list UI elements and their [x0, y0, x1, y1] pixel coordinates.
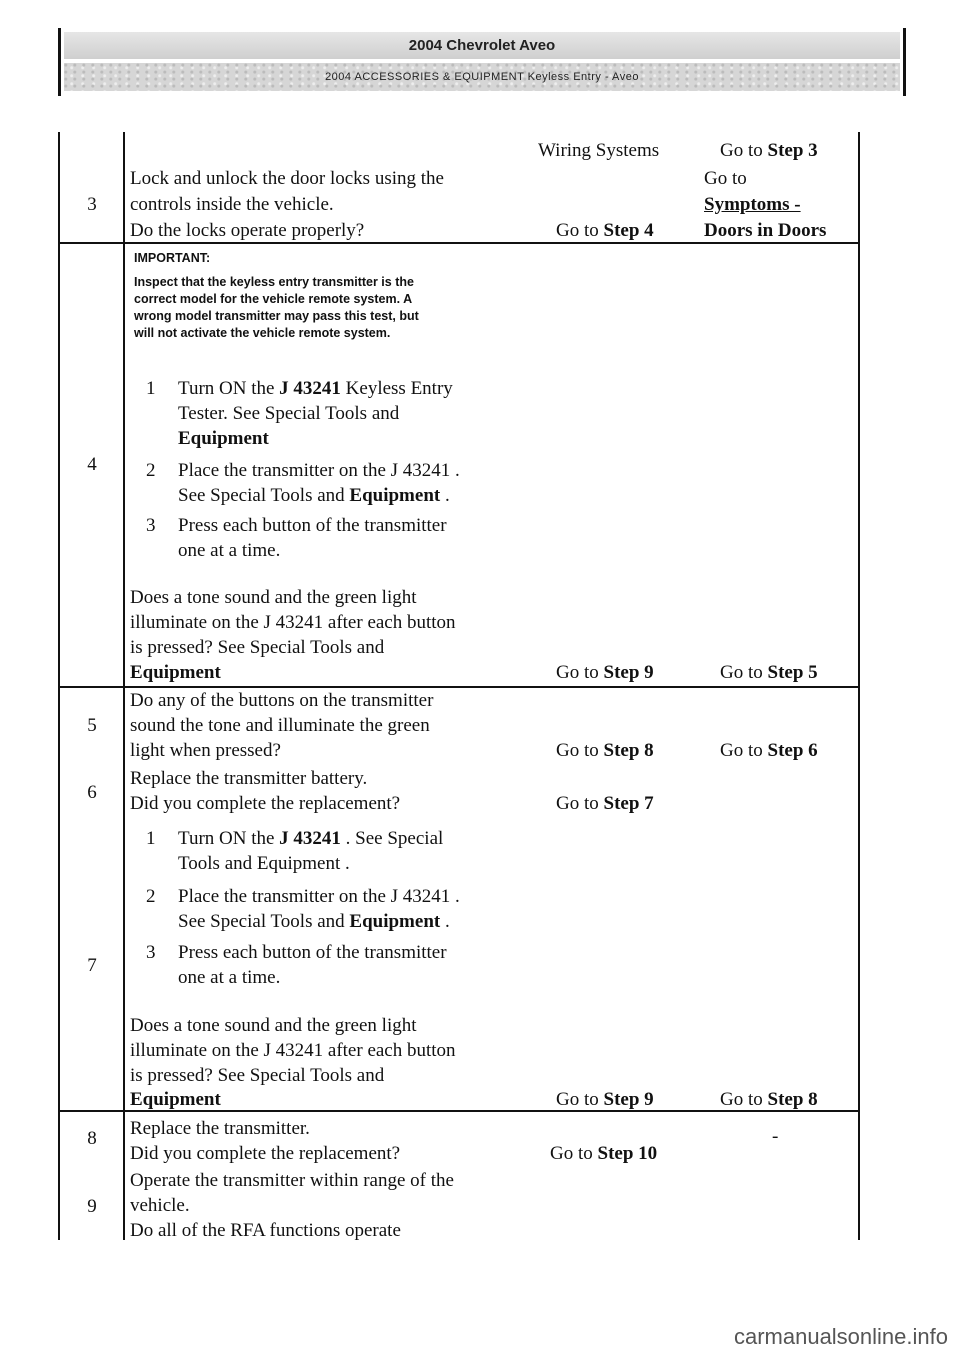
- action-line: Do any of the buttons on the transmitter: [130, 690, 434, 711]
- list-item-number: 3: [146, 515, 156, 536]
- no-goto-step-6-link[interactable]: Go to Step 6: [720, 740, 818, 761]
- action-line: Operate the transmitter within range of the: [130, 1170, 454, 1191]
- question-line: Does a tone sound and the green light: [130, 1015, 417, 1036]
- yes-goto-step-10-link[interactable]: Go to Step 10: [550, 1143, 658, 1164]
- list-item: Press each button of the transmitter: [178, 515, 447, 536]
- list-item-number: 2: [146, 460, 156, 481]
- question-line: Do all of the RFA functions operate: [130, 1220, 401, 1241]
- yes-goto-step-4-link[interactable]: Go to Step 4: [556, 220, 654, 241]
- list-item-number: 1: [146, 828, 156, 849]
- question-line: Does a tone sound and the green light: [130, 587, 417, 608]
- action-line: vehicle.: [130, 1195, 190, 1216]
- document-subtitle: 2004 ACCESSORIES & EQUIPMENT Keyless Entry - Aveo: [64, 63, 900, 91]
- list-item: Turn ON the J 43241 Keyless Entry: [178, 378, 453, 399]
- no-goto-text: Go to: [704, 168, 747, 189]
- step-number: 4: [87, 454, 97, 475]
- important-line: will not activate the vehicle remote system.: [134, 326, 391, 340]
- yes-goto-step-9-link[interactable]: Go to Step 9: [556, 1089, 654, 1110]
- list-item-line: See Special Tools and Equipment .: [178, 911, 450, 932]
- question-line: is pressed? See Special Tools and: [130, 637, 385, 658]
- list-item-line: Tester. See Special Tools and: [178, 403, 400, 424]
- symptoms-link[interactable]: Symptoms -: [704, 194, 801, 215]
- document-title: 2004 Chevrolet Aveo: [64, 32, 900, 59]
- list-item: Turn ON the J 43241 . See Special: [178, 828, 444, 849]
- question-line: light when pressed?: [130, 740, 281, 761]
- question-line: Did you complete the replacement?: [130, 1143, 401, 1164]
- step-number: 9: [87, 1196, 97, 1217]
- important-line: correct model for the vehicle remote system. A: [134, 292, 413, 306]
- action-line: sound the tone and illuminate the green: [130, 715, 430, 736]
- list-item: Press each button of the transmitter: [178, 942, 447, 963]
- no-goto-step-5-link[interactable]: Go to Step 5: [720, 662, 818, 683]
- watermark-text: carmanualsonline.info: [733, 1324, 948, 1349]
- yes-goto-step-9-link[interactable]: Go to Step 9: [556, 662, 654, 683]
- step-number: 8: [87, 1128, 97, 1149]
- no-goto-step-8-link[interactable]: Go to Step 8: [720, 1089, 818, 1110]
- list-item-line: one at a time.: [178, 967, 281, 988]
- question-line: illuminate on the J 43241 after each button: [130, 1040, 456, 1061]
- important-label: IMPORTANT:: [134, 251, 211, 265]
- list-item-line: one at a time.: [178, 540, 281, 561]
- important-line: Inspect that the keyless entry transmitter is the: [134, 275, 414, 289]
- action-line: Replace the transmitter battery.: [130, 768, 368, 789]
- action-line: Lock and unlock the door locks using the: [130, 168, 444, 189]
- action-line: Replace the transmitter.: [130, 1118, 310, 1139]
- equipment-link[interactable]: Equipment: [130, 662, 221, 683]
- step-number: 6: [87, 782, 97, 803]
- question-line: Do the locks operate properly?: [130, 220, 365, 241]
- no-dash: -: [772, 1126, 779, 1147]
- step-number: 5: [87, 715, 97, 736]
- list-item-number: 1: [146, 378, 156, 399]
- question-line: is pressed? See Special Tools and: [130, 1065, 385, 1086]
- action-line: controls inside the vehicle.: [130, 194, 334, 215]
- equipment-link[interactable]: Equipment: [130, 1089, 221, 1110]
- yes-goto-step-7-link[interactable]: Go to Step 7: [556, 793, 654, 814]
- goto-step-3-link[interactable]: Go to Step 3: [720, 140, 818, 161]
- step-number: 7: [87, 955, 97, 976]
- question-line: illuminate on the J 43241 after each button: [130, 612, 456, 633]
- doors-in-doors-link[interactable]: Doors in Doors: [704, 220, 827, 241]
- list-item-line: See Special Tools and Equipment .: [178, 485, 450, 506]
- list-item: Place the transmitter on the J 43241 .: [178, 886, 460, 907]
- equipment-link[interactable]: Equipment: [178, 428, 269, 449]
- important-line: wrong model transmitter may pass this test, but: [134, 309, 419, 323]
- step-number: 3: [87, 194, 97, 215]
- list-item: Place the transmitter on the J 43241 .: [178, 460, 460, 481]
- yes-goto-step-8-link[interactable]: Go to Step 8: [556, 740, 654, 761]
- wiring-systems-text: Wiring Systems: [538, 140, 660, 161]
- list-item-line: Tools and Equipment .: [178, 853, 350, 874]
- list-item-number: 3: [146, 942, 156, 963]
- question-line: Did you complete the replacement?: [130, 793, 401, 814]
- list-item-number: 2: [146, 886, 156, 907]
